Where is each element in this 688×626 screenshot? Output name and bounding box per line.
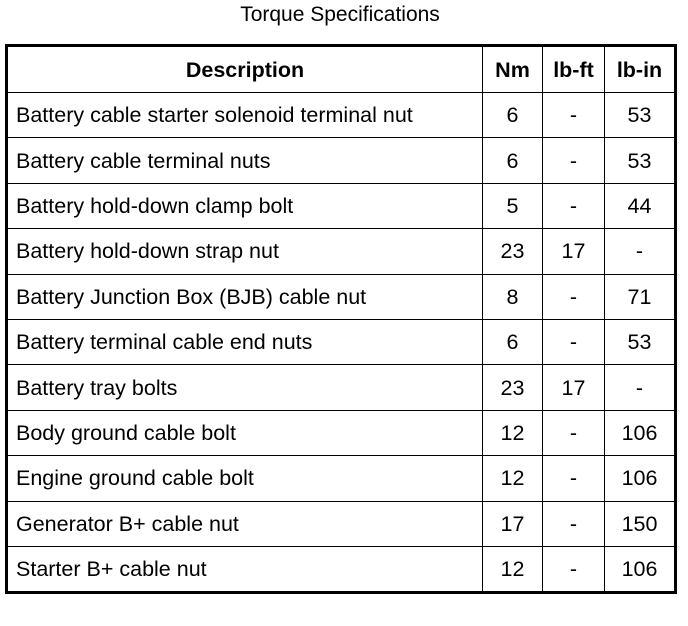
cell-lbft: 17 (543, 365, 605, 410)
cell-lbft: - (543, 410, 605, 455)
cell-lbin: 53 (605, 138, 676, 183)
cell-description: Starter B+ cable nut (7, 546, 483, 592)
cell-nm: 8 (483, 274, 543, 319)
table-row (7, 93, 676, 138)
cell-lbin: 53 (605, 319, 676, 364)
cell-nm: 12 (483, 410, 543, 455)
table-title: Torque Specifications (240, 3, 440, 26)
cell-lbft: 17 (543, 229, 605, 274)
column-header-nm: Nm (483, 46, 543, 93)
cell-description: Battery hold-down clamp bolt (7, 183, 483, 228)
cell-lbft: - (543, 183, 605, 228)
cell-nm: 23 (483, 365, 543, 410)
cell-nm: 6 (483, 319, 543, 364)
cell-nm: 23 (483, 229, 543, 274)
cell-description: Battery cable terminal nuts (7, 138, 483, 183)
cell-description: Generator B+ cable nut (7, 501, 483, 546)
cell-nm: 17 (483, 501, 543, 546)
table-row (7, 546, 676, 592)
torque-spec-table (5, 44, 677, 594)
cell-description: Body ground cable bolt (7, 410, 483, 455)
column-header-description: Description (7, 46, 483, 93)
table-row (7, 365, 676, 410)
cell-lbft: - (543, 274, 605, 319)
cell-lbin: 106 (605, 546, 676, 592)
cell-description: Battery Junction Box (BJB) cable nut (7, 274, 483, 319)
table-row (7, 274, 676, 319)
cell-description: Battery cable starter solenoid terminal nut (7, 93, 483, 138)
table-row (7, 410, 676, 455)
cell-lbft: - (543, 501, 605, 546)
cell-lbin: 53 (605, 93, 676, 138)
cell-lbin: 106 (605, 456, 676, 501)
cell-lbin: - (605, 229, 676, 274)
table-row (7, 229, 676, 274)
cell-lbin: - (605, 365, 676, 410)
cell-lbin: 44 (605, 183, 676, 228)
cell-nm: 6 (483, 93, 543, 138)
column-header-lbft: lb-ft (543, 46, 605, 93)
cell-nm: 12 (483, 456, 543, 501)
cell-lbin: 71 (605, 274, 676, 319)
cell-nm: 6 (483, 138, 543, 183)
cell-description: Battery hold-down strap nut (7, 229, 483, 274)
cell-lbft: - (543, 546, 605, 592)
column-header-lbin: lb-in (605, 46, 676, 93)
cell-description: Battery tray bolts (7, 365, 483, 410)
cell-lbft: - (543, 319, 605, 364)
table-body (7, 93, 676, 593)
cell-lbin: 150 (605, 501, 676, 546)
cell-lbft: - (543, 93, 605, 138)
cell-description: Engine ground cable bolt (7, 456, 483, 501)
table-row (7, 138, 676, 183)
cell-nm: 5 (483, 183, 543, 228)
cell-nm: 12 (483, 546, 543, 592)
cell-lbft: - (543, 138, 605, 183)
table-row (7, 501, 676, 546)
cell-description: Battery terminal cable end nuts (7, 319, 483, 364)
table-row (7, 183, 676, 228)
table-row (7, 456, 676, 501)
cell-lbft: - (543, 456, 605, 501)
table-row (7, 319, 676, 364)
header-row (7, 46, 676, 93)
cell-lbin: 106 (605, 410, 676, 455)
